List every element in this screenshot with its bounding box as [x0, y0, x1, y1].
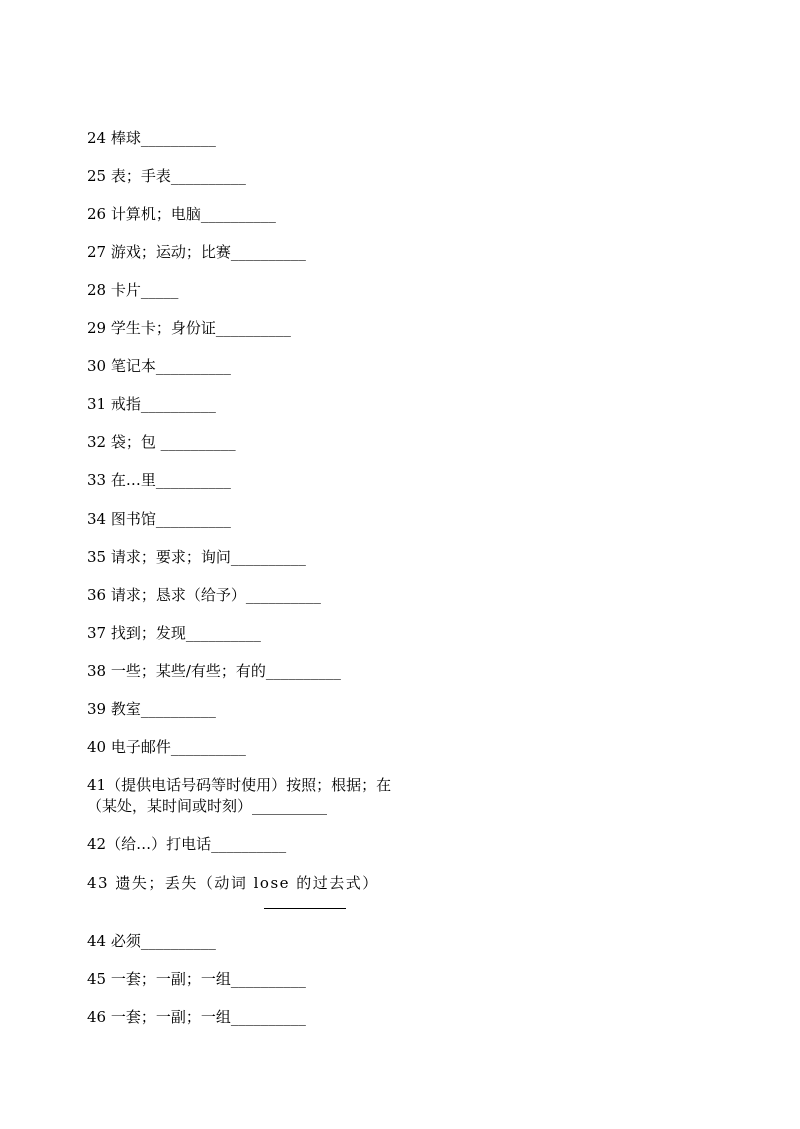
vocab-item-30: 30 笔记本__________	[87, 357, 231, 375]
vocab-item-41-line2: （某处，某时间或时刻）__________	[87, 797, 328, 815]
vocab-item-29: 29 学生卡；身份证__________	[87, 319, 291, 337]
vocab-item-42: 42（给…）打电话__________	[87, 835, 287, 853]
vocab-item-46: 46 一套；一副；一组__________	[87, 1008, 306, 1026]
vocab-item-24: 24 棒球__________	[87, 129, 216, 147]
vocab-item-40: 40 电子邮件__________	[87, 738, 246, 756]
vocab-item-39: 39 教室__________	[87, 700, 216, 718]
vocab-item-28: 28 卡片_____	[87, 281, 179, 299]
vocab-item-32: 32 袋；包 __________	[87, 433, 236, 451]
vocab-item-33: 33 在…里__________	[87, 471, 231, 489]
vocab-item-44: 44 必须__________	[87, 932, 216, 950]
answer-blank-43[interactable]	[264, 907, 346, 909]
vocab-item-26: 26 计算机；电脑__________	[87, 205, 276, 223]
vocab-item-38: 38 一些；某些/有些；有的__________	[87, 662, 341, 680]
vocab-item-27: 27 游戏；运动；比赛__________	[87, 243, 306, 261]
vocab-item-43: 43 遗失；丢失（动词 lose 的过去式）	[87, 874, 379, 892]
vocab-item-37: 37 找到；发现__________	[87, 624, 261, 642]
vocab-item-34: 34 图书馆__________	[87, 510, 231, 528]
vocab-item-36: 36 请求；恳求（给予）__________	[87, 586, 321, 604]
vocab-item-41-line1: 41（提供电话号码等时使用）按照；根据；在	[87, 776, 392, 794]
vocab-item-45: 45 一套；一副；一组__________	[87, 970, 306, 988]
vocab-item-25: 25 表；手表__________	[87, 167, 246, 185]
vocab-item-35: 35 请求；要求；询问__________	[87, 548, 306, 566]
vocab-item-31: 31 戒指__________	[87, 395, 216, 413]
